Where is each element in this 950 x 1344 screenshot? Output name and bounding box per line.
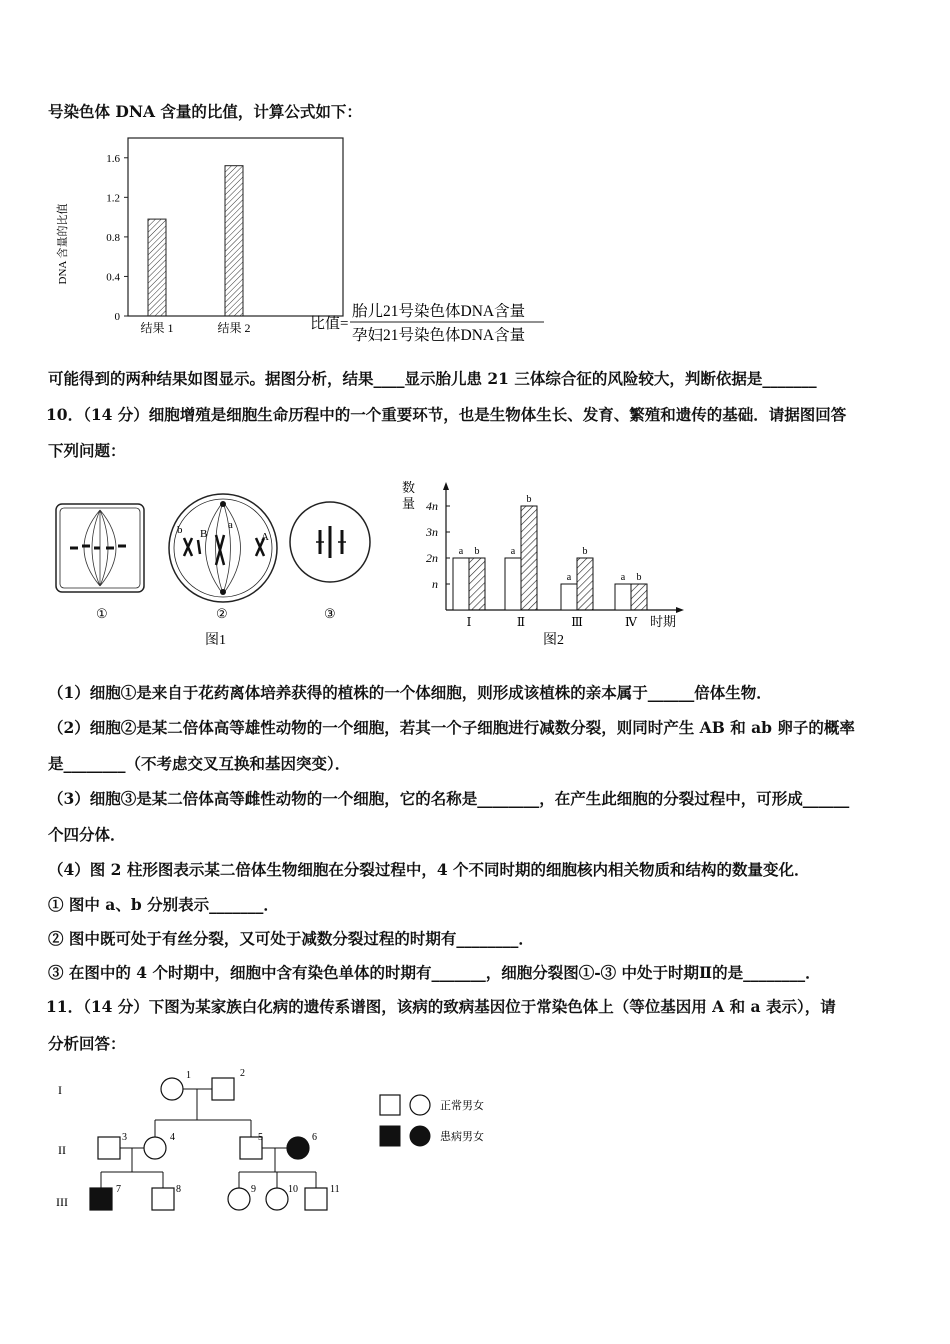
chart1-ylabel: DNA 含量的比值 [57, 203, 69, 285]
figure1-caption: 图1 [205, 633, 226, 648]
q11-line2: 分析回答： [48, 1034, 126, 1053]
chart2-bar-label: b [474, 546, 480, 557]
label-b: b [177, 524, 183, 536]
q10-4-2: ② 图中既可处于有丝分裂，又可处于减数分裂过程的时期有________． [48, 929, 534, 948]
legend-affected-label: 患病男女 [440, 1131, 484, 1143]
person-3 [98, 1137, 120, 1159]
dna-ratio-chart [50, 132, 570, 347]
intro-line: 号染色体 DNA 含量的比值，计算公式如下： [48, 102, 362, 121]
q10-line2: 下列问题： [48, 441, 126, 460]
svg-text:9: 9 [251, 1184, 256, 1195]
q10-line1: 10．（14 分）细胞增殖是细胞生命历程中的一个重要环节，也是生物体生长、发育、繁殖和遗传的基础．请据图回答 [46, 405, 847, 424]
chart1-bar [225, 166, 243, 316]
chart1-category-label: 结果 2 [217, 321, 251, 335]
legend-normal-female [410, 1095, 430, 1115]
chart2-bar-label: a [566, 572, 572, 583]
gen-II: II [58, 1143, 66, 1157]
q11-line1: 11．（14 分）下图为某家族白化病的遗传系谱图，该病的致病基因位于常染色体上（等位基因用 A 和 a 表示），请 [46, 997, 836, 1016]
cell-1-plant [56, 504, 144, 621]
legend-affected-female [410, 1126, 430, 1146]
cell-2-animal [169, 494, 277, 621]
cell-3-label: ③ [324, 606, 336, 621]
figure1-cells [48, 490, 388, 650]
chart2-bar-a [453, 558, 469, 610]
q10-1: （1）细胞①是来自于花药离体培养获得的植株的一个体细胞，则形成该植株的亲本属于______倍体生物． [48, 683, 772, 702]
person-8 [152, 1188, 174, 1210]
cell-2-label: ② [216, 606, 228, 621]
q10-4-3: ③ 在图中的 4 个时期中，细胞中含有染色单体的时期有_______，细胞分裂图①-③ 中处于时期Ⅱ的是________． [48, 963, 821, 982]
svg-text:7: 7 [116, 1184, 121, 1195]
person-7 [90, 1188, 112, 1210]
gen-III: III [56, 1195, 68, 1209]
chart2-category-label: Ⅲ [571, 615, 583, 629]
formula-numerator: 胎儿21号染色体DNA含量 [352, 303, 526, 320]
person-1 [161, 1078, 183, 1100]
chart1-category-label: 结果 1 [140, 321, 174, 335]
svg-text:10: 10 [288, 1184, 298, 1195]
chart2-bar-label: b [636, 572, 642, 583]
chart2-bar-b [469, 558, 485, 610]
label-B: B [200, 528, 208, 540]
chart2-title: 图2 [543, 633, 564, 648]
formula-denominator: 孕妇21号染色体DNA含量 [352, 327, 526, 344]
chart1-ytick-label: 0.8 [106, 231, 120, 244]
svg-text:4: 4 [170, 1132, 175, 1143]
chart2-ytick-label: 4n [426, 499, 438, 513]
chart2-ytick-label: 3n [426, 525, 438, 539]
label-a: a [228, 519, 233, 531]
gen-I: I [58, 1083, 62, 1097]
chart2-bar-label: a [458, 546, 464, 557]
q10-4: （4）图 2 柱形图表示某二倍体生物细胞在分裂过程中，4 个不同时期的细胞核内相关物质和结构的数量变化． [48, 860, 810, 879]
q10-2a: （2）细胞②是某二倍体高等雄性动物的一个细胞，若其一个子细胞进行减数分裂，则同时产生 AB 和 ab 卵子的概率 [48, 718, 855, 737]
chart2-bar-b [521, 506, 537, 610]
q10-3b: 个四分体． [48, 825, 126, 844]
chart2-category-label: Ⅰ [466, 615, 472, 629]
legend-normal-label: 正常男女 [440, 1100, 484, 1112]
svg-text:3: 3 [122, 1132, 127, 1143]
q10-3a: （3）细胞③是某二倍体高等雌性动物的一个细胞，它的名称是________，在产生此细胞的分裂过程中，可形成______ [48, 789, 850, 808]
person-6 [287, 1137, 309, 1159]
q10-2b: 是________（不考虑交叉互换和基因突变）． [48, 754, 351, 773]
person-2 [212, 1078, 234, 1100]
svg-text:1: 1 [186, 1070, 191, 1081]
chart1-caption: 可能得到的两种结果如图显示。据图分析，结果____显示胎儿患 21 三体综合征的风险较大，判断依据是_______ [48, 369, 817, 388]
chart1-bar [148, 219, 166, 316]
formula-lhs: 比值= [310, 316, 349, 332]
chart1-ytick-label: 0.4 [106, 271, 120, 284]
chart2-bar-a [615, 584, 631, 610]
chart2-ytick-label: 2n [426, 551, 438, 565]
chart2-category-label: Ⅳ [625, 615, 637, 629]
cell-3-animal [290, 502, 370, 621]
person-10 [266, 1188, 288, 1210]
q10-4-1: ① 图中 a、b 分别表示_______． [48, 895, 279, 914]
chart2-bar-a [561, 584, 577, 610]
chart2-bar-label: a [510, 546, 516, 557]
chart1-ytick-label: 0 [114, 311, 120, 323]
person-11 [305, 1188, 327, 1210]
chart2-category-label: Ⅱ [516, 615, 526, 629]
svg-text:11: 11 [330, 1184, 340, 1195]
chart1-ytick-label: 1.6 [106, 152, 120, 165]
chart1-ytick-label: 1.2 [106, 192, 120, 205]
chart2-bar-b [577, 558, 593, 610]
chart2-ytick-label: n [432, 577, 438, 591]
chart2-bar-label: b [582, 546, 588, 557]
chart2-bar-label: a [620, 572, 626, 583]
legend-affected-male [380, 1126, 400, 1146]
chart2-bar-a [505, 558, 521, 610]
svg-text:6: 6 [312, 1132, 317, 1143]
svg-text:8: 8 [176, 1184, 181, 1195]
chart2-xlabel: 时期 [650, 614, 677, 629]
chart2-ylabel-1: 数 [402, 480, 416, 495]
person-4 [144, 1137, 166, 1159]
figure2-chart [398, 478, 698, 650]
pedigree-chart [48, 1062, 518, 1222]
chart2-ylabel-2: 量 [402, 496, 416, 511]
label-A: A [261, 531, 269, 543]
cell-1-label: ① [96, 606, 108, 621]
person-9 [228, 1188, 250, 1210]
legend-normal-male [380, 1095, 400, 1115]
svg-text:2: 2 [240, 1068, 245, 1079]
chart2-bar-b [631, 584, 647, 610]
chart2-bar-label: b [526, 494, 532, 505]
svg-text:5: 5 [258, 1132, 263, 1143]
